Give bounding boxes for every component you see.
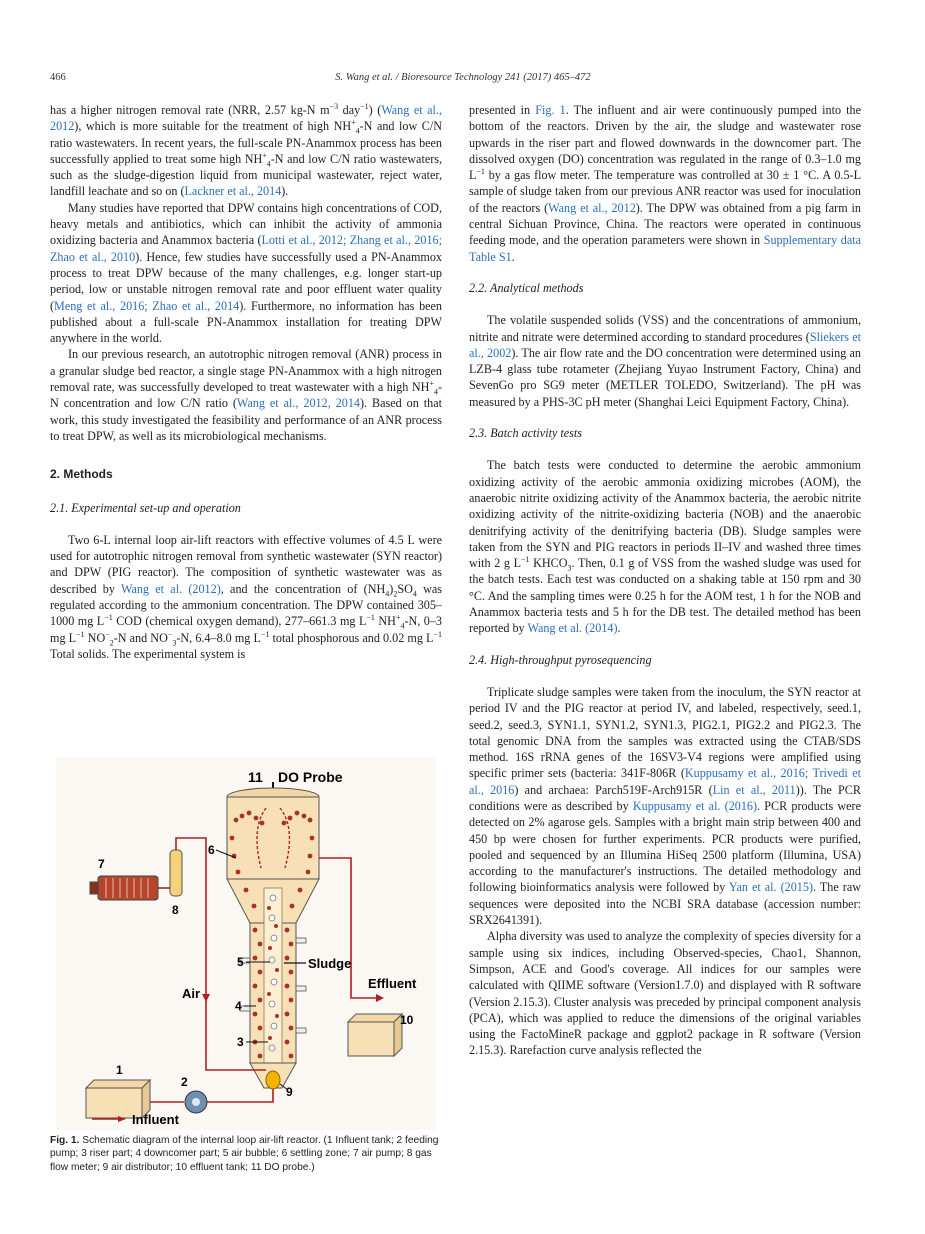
section-heading: 2. Methods bbox=[50, 467, 113, 482]
paragraph: Triplicate sludge samples were taken from the inoculum, the SYN reactor at period IV and the PIG reactor at period IV, and labeled, respectively, seed.1, seed.2, seed.3, SYN1.1, SYN1.2, SYN1.3, PIG2.1, PIG2.2 and PIG2.3. The total genomic DNA from the samples was extracted using the CTAB/SDS method. 16S rRNA genes of the 16SV3-V4 regions were amplified using specific primer sets (bacteria: 341F-806R (Kuppusamy et al., 2016; Trivedi et al., 2016) and archaea: Parch519F-Arch915R (Lin et al., 2011)). The PCR conditions were as described by Kuppusamy et al. (2016). PCR products were detected on 2% agarose gels. Samples with a bright main strip between 400 and 450 bp were chosen for further experiments. PCR products were purified, pooled and sequenced by an Illumina HiSeq 2500 platform (Illumina, USA) according to the manufacturer's instructions. The detailed methodology and following bioinformatics analysis were followed by Yan et al. (2015). The raw sequences were deposited into the NCBI SRA database (accession number: SRX2641391). bbox=[469, 684, 862, 928]
page-number: 466 bbox=[50, 72, 66, 83]
label-do-probe: DO Probe bbox=[278, 769, 343, 785]
riser-tube bbox=[264, 888, 282, 1063]
label-7: 7 bbox=[98, 857, 105, 871]
label-3: 3 bbox=[237, 1035, 244, 1049]
label-8: 8 bbox=[172, 903, 179, 917]
figure-caption: Fig. 1. Schematic diagram of the internal loop air-lift reactor. (1 Influent tank; 2 feeding pump; 3 riser part; 4 downcomer part; 5 air bubble; 6 settling zone; 7 air pump; 8 gas flow meter; 9 air distributor; 10 effluent tank; 11 DO probe.) bbox=[50, 1135, 439, 1173]
paragraph: Two 6-L internal loop air-lift reactors with effective volumes of 4.5 L were used for autotrophic nitrogen removal from synthetic wastewater (SYN reactor) and DPW (PIG reactor). The composition of synthetic wastewater was as described by Wang et al. (2012), and the concentration of $(NH_4)_2SO_4$ was regulated according to the ammonium concentration. The DPW contained 305–1000 mg $L^{-1}$ COD (chemical oxygen demand), 277–661.3 mg $L^{-1}$ $NH^+_4-N$, 0–3 mg $L^{-1}$ $NO^-_2-N$ and $NO^-_3-N$, 6.4–8.0 mg $L^{-1}$ total phosphorous and 0.02 mg $L^{-1}$ Total solids. The experimental system is bbox=[50, 532, 442, 661]
label-4: 4 bbox=[235, 999, 242, 1013]
subsection-heading: 2.4. High-throughput pyrosequencing bbox=[469, 652, 652, 667]
citation-link[interactable]: Wang et al. (2014) bbox=[527, 621, 618, 636]
citation-link[interactable]: Lotti et al., 2012; Zhang et al., 2016; Zhao et al., 2010 bbox=[50, 233, 442, 264]
running-title: S. Wang et al. / Bioresource Technology 241 (2017) 465–472 bbox=[335, 72, 591, 83]
paragraph: The volatile suspended solids (VSS) and the concentrations of ammonium, nitrite and nitrate were determined according to standard procedures (Sliekers et al., 2002). The air flow rate and the DO concentration were determined using an LZB-4 glass tube rotameter (Zhejiang Yuyao Instrument Factory, China) and SevenGo pro SG9 meter (METLER TOLEDO, Switzerland). The pH was measured by a PHS-3C pH meter (Shanghai Leici Equipment Factory, China). bbox=[469, 313, 861, 409]
label-10: 10 bbox=[400, 1013, 414, 1027]
citation-link[interactable]: Meng et al., 2016; Zhao et al., 2014 bbox=[54, 298, 240, 313]
subsection-heading: 2.1. Experimental set-up and operation bbox=[50, 500, 241, 515]
citation-link[interactable]: Kuppusamy et al., 2016; Trivedi et al., 2016 bbox=[469, 766, 862, 797]
citation-link[interactable]: Kuppusamy et al. (2016) bbox=[632, 798, 758, 813]
gas-flow-meter bbox=[170, 850, 182, 896]
citation-link[interactable]: Wang et al., 2012 bbox=[548, 200, 636, 215]
label-9: 9 bbox=[286, 1085, 293, 1099]
settling-zone-tank bbox=[227, 797, 319, 879]
effluent-tank bbox=[348, 1022, 394, 1056]
paragraph: In our previous research, an autotrophic nitrogen removal (ANR) process in a granular sludge bed reactor, a single stage PN-Anammox with a high nitrogen removal rate, was successfully developed to treat wastewater with a high $NH^+_4-N$ concentration and low C/N ratio (Wang et al., 2012, 2014). Based on that work, this study investigated the feasibility and performance of an ANR process to treat DPW, as well as its microbiological mechanisms. bbox=[50, 347, 442, 443]
label-6: 6 bbox=[208, 843, 215, 857]
right-column bbox=[469, 102, 861, 1059]
subsection-heading: 2.3. Batch activity tests bbox=[469, 426, 582, 441]
left-column bbox=[50, 102, 442, 662]
label-11: 11 bbox=[248, 769, 263, 785]
label-air: Air bbox=[182, 986, 201, 1001]
citation-link[interactable]: Lin et al., 2011 bbox=[712, 782, 796, 797]
supplementary-link[interactable]: Supplementary data Table S1 bbox=[469, 233, 861, 264]
label-influent: Influent bbox=[132, 1112, 179, 1127]
citation-link[interactable]: Yan et al. (2015) bbox=[728, 880, 813, 895]
label-sludge: Sludge bbox=[308, 956, 352, 971]
citation-link[interactable]: Sliekers et al., 2002 bbox=[469, 329, 861, 360]
reactor-diagram bbox=[56, 758, 436, 1130]
paragraph: has a higher nitrogen removal rate (NRR, 2.57 kg-N $m^{-3}$ day$^{-1}$) (Wang et al., 2012), which is more suitable for the treatment of high $NH^+_4-N$ and low C/N ratio wastewaters. In recent years, the full-scale PN-Anammox process has been successfully applied to treat some high $NH^+_4-N$ and low C/N ratio wastewaters, such as the sludge-digestion liquid from municipal wastewater, reject water, landfill leachate and so on (Lackner et al., 2014). bbox=[50, 101, 443, 199]
paragraph: presented in Fig. 1. The influent and air were continuously pumped into the bottom of the reactors. Driven by the air, the sludge and wastewater rose upwards in the riser part and flowed downwards in the downcomer part. The dissolved oxygen (DO) concentration was regulated in the range of 0.3–1.0 mg $L^{-1}$ by a gas flow meter. The temperature was controlled at 30 ± 1 °C. A 0.5-L sample of sludge taken from our previous ANR reactor was used for inoculation of the reactors (Wang et al., 2012). The DPW was obtained from a pig farm in central Sichuan Province, China. The reactors were operated in continuous feeding mode, and the operation parameters were shown in Supplementary data Table S1. bbox=[469, 103, 861, 264]
running-header bbox=[50, 72, 876, 88]
citation-link[interactable]: Wang et al. (2012) bbox=[120, 581, 221, 596]
citation-link[interactable]: Lackner et al., 2014 bbox=[184, 184, 282, 199]
label-2: 2 bbox=[181, 1075, 188, 1089]
citation-link[interactable]: Wang et al., 2012, 2014 bbox=[236, 396, 360, 411]
air-distributor bbox=[266, 1071, 280, 1089]
air-pump bbox=[98, 876, 158, 900]
reactor-schematic-figure bbox=[56, 758, 436, 1130]
citation-link[interactable]: Wang et al., 2012 bbox=[50, 103, 443, 134]
paragraph: Alpha diversity was used to analyze the complexity of species diversity for a sample using six indices, including Observed-species, Chao1, Shannon, Simpson, ACE and Good's coverage. All indices for our samples were calculated with QIIME software (Version1.7.0) and displayed with R software (Version 2.15.3). Cluster analysis was preceded by principal component analysis (PCA), which was applied to reduce the dimensions of the original variables using the FactoMineR package and ggplot2 package in R software (Version 2.15.3). Rarefaction curve analysis reflected the bbox=[469, 929, 861, 1058]
paragraph: The batch tests were conducted to determine the aerobic ammonium oxidizing activity of the aerobic ammonia oxidizing microbes (AOM), the anaerobic nitrite oxidizing activity of the Anammox bacteria, the aerobic nitrite oxidizing activity of the nitrite-oxidizing bacteria (NOB) and the anaerobic denitrifying activity of the denitrifying bacteria (DB). Sludge samples were taken from the SYN and PIG reactors in periods II–IV and washed three times with 2 g $L^{-1}$ $KHCO_3$. Then, 0.1 g of VSS from the washed sludge was used for the batch tests. Each test was conducted on a shaking table at 150 rpm and 30 °C. And the sampling times were 0.25 h for the AOM test, 1 h for the NOB and Anammox bacteria tests and 5 h for the DB test. The detailed method has been reported by Wang et al. (2014). bbox=[469, 458, 862, 636]
figure-link[interactable]: Fig. 1 bbox=[535, 103, 566, 117]
paragraph: Many studies have reported that DPW contains high concentrations of COD, heavy metals and antibiotics, which can inhibit the activity of ammonia oxidizing bacteria and Anammox bacteria (Lotti et al., 2012; Zhang et al., 2016; Zhao et al., 2010). Hence, few studies have successfully used a PN-Anammox process to treat DPW because of the many challenges, e.g. longer start-up period, low or unstable nitrogen removal rate and poor effluent water quality (Meng et al., 2016; Zhao et al., 2014). Furthermore, no information has been published about a full-scale PN-Anammox installation for treating DPW anywhere in the world. bbox=[50, 200, 442, 346]
label-1: 1 bbox=[116, 1063, 123, 1077]
label-effluent: Effluent bbox=[368, 976, 417, 991]
label-5: 5 bbox=[237, 955, 244, 969]
subsection-heading: 2.2. Analytical methods bbox=[469, 280, 584, 295]
